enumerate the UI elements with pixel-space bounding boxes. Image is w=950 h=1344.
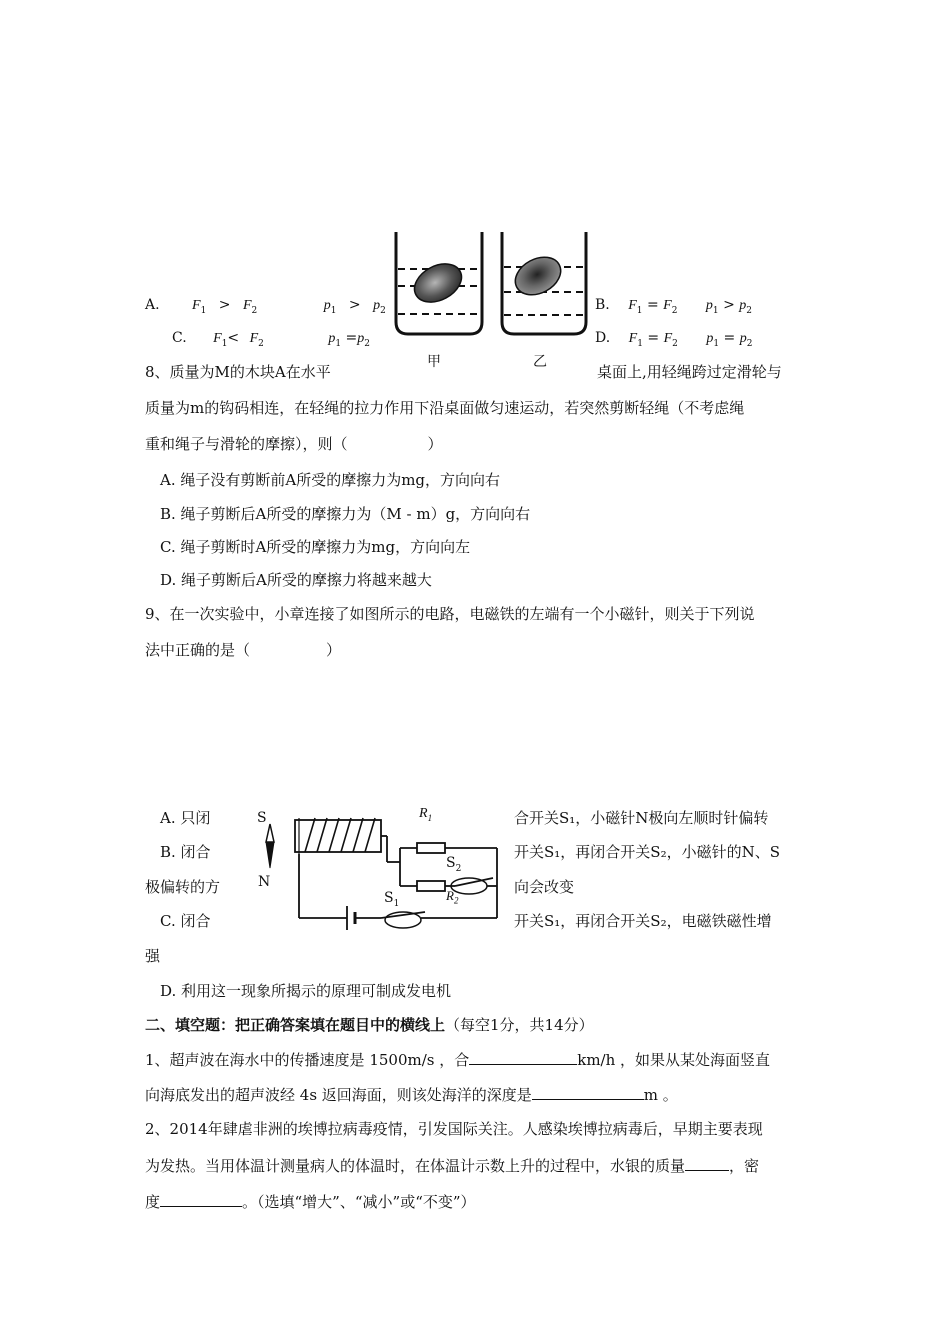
- q9-option-a-left: A. 只闭: [160, 809, 211, 827]
- q8-option-d: D. 绳子剪断后A所受的摩擦力将越来越大: [160, 571, 432, 589]
- q9-option-b-left: B. 闭合: [160, 843, 211, 861]
- beaker-right-label: 乙: [533, 354, 547, 370]
- q9-option-c-cont: 强: [145, 947, 161, 965]
- q9-option-c-left: C. 闭合: [160, 912, 211, 930]
- q8-line1-left: 8、质量为M的木块A在水平: [145, 363, 331, 381]
- r1-label: $R_1$: [419, 806, 433, 823]
- section2-heading: 二、填空题：把正确答案填在题目中的横线上（每空1分，共14分）: [145, 1016, 594, 1034]
- q8-line2: 质量为m的钩码相连，在轻绳的拉力作用下沿桌面做匀速运动，若突然剪断轻绳（不考虑绳: [145, 399, 745, 417]
- circuit-diagram: [255, 802, 505, 942]
- r2-label: $R_2$: [446, 888, 459, 906]
- fill2-line2: 为发热。当用体温计测量病人的体温时，在体温计示数上升的过程中，水银的质量 ，密: [145, 1154, 759, 1176]
- s2-label: $S_2$: [446, 855, 462, 874]
- q9-option-d: D. 利用这一现象所揭示的原理可制成发电机: [160, 982, 452, 1000]
- beaker-left: [396, 232, 482, 334]
- fill1-blank2[interactable]: [532, 1083, 644, 1100]
- fill2-blank1[interactable]: [685, 1154, 729, 1171]
- beaker-right: [502, 232, 586, 334]
- q8-line1-right: 桌面上,用轻绳跨过定滑轮与: [597, 363, 782, 381]
- q8-option-c: C. 绳子剪断时A所受的摩擦力为mg，方向向左: [160, 538, 471, 556]
- compass-n-label: N: [258, 874, 271, 890]
- fill1-line1: 1、超声波在海水中的传播速度是 1500m/s ，合 km/h ，如果从某处海面竖直: [145, 1048, 770, 1070]
- q9-option-b-right: 开关S₁，再闭合开关S₂，小磁针的N、S: [514, 843, 780, 861]
- s1-label: $S_1$: [384, 890, 400, 909]
- beakers-figure: [388, 228, 588, 378]
- fill2-blank2[interactable]: [160, 1190, 242, 1207]
- q8-option-b: B. 绳子剪断后A所受的摩擦力为（M - m）g，方向向右: [160, 505, 531, 523]
- q9-option-c-right: 开关S₁，再闭合开关S₂，电磁铁磁性增: [514, 912, 772, 930]
- beaker-left-label: 甲: [427, 354, 441, 370]
- q9-option-b-cont-right: 向会改变: [514, 878, 575, 896]
- q9-option-b-cont-left: 极偏转的方: [145, 878, 221, 896]
- fill1-blank1[interactable]: [469, 1048, 577, 1065]
- fill1-line2: 向海底发出的超声波经 4s 返回海面，则该处海洋的深度是 m 。: [145, 1083, 678, 1105]
- q7-option-c: C. $F_1< F_2$ $p_1 =p_2$: [172, 330, 371, 349]
- fill2-line3: 度 。（选填“增大”、“减小”或“不变”）: [145, 1190, 476, 1212]
- q9-line1: 9、在一次实验中，小章连接了如图所示的电路，电磁铁的左端有一个小磁针，则关于下列说: [145, 605, 755, 623]
- fill2-line1: 2、2014年肆虐非洲的埃博拉病毒疫情，引发国际关注。人感染埃博拉病毒后，早期主要表现: [145, 1120, 763, 1138]
- q8-line3: 重和绳子与滑轮的摩擦），则（ ）: [145, 435, 443, 453]
- compass-s-label: S: [257, 810, 267, 826]
- q9-line2: 法中正确的是（ ）: [145, 641, 342, 659]
- q8-option-a: A. 绳子没有剪断前A所受的摩擦力为mg，方向向右: [160, 471, 501, 489]
- q7-option-d: D. $F_1 = F_2$ $p_1 = p_2$: [595, 330, 753, 349]
- q7-option-b: B. $F_1 = F_2$ $p_1 > p_2$: [595, 297, 752, 316]
- q7-option-a: A. $F_1 > F_2$ $p_1 > p_2$: [145, 297, 386, 316]
- q9-option-a-right: 合开关S₁，小磁针N极向左顺时针偏转: [514, 809, 769, 827]
